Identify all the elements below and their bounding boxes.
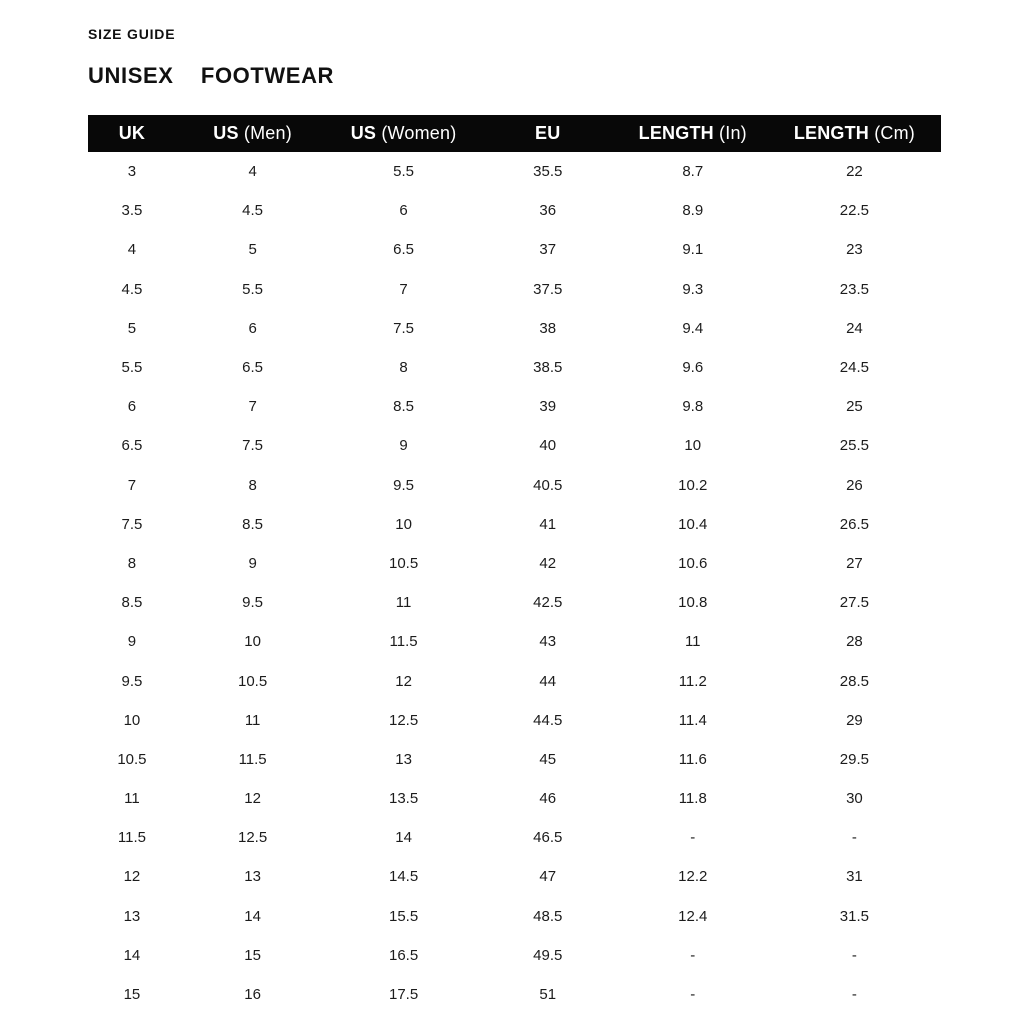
table-cell: 51: [539, 986, 557, 1004]
column-header-bold-text: UK: [118, 123, 146, 143]
table-cell: 25: [846, 398, 863, 416]
table-cell: 12: [244, 790, 261, 808]
table-cell: 3.5: [121, 202, 143, 220]
table-cell: 37.5: [533, 280, 563, 298]
table-cell: 35.5: [533, 163, 563, 181]
table-cell: 46.5: [533, 829, 563, 847]
table-cell: 30: [846, 790, 863, 808]
table-cell: 14.5: [388, 868, 419, 886]
table-cell: 25.5: [839, 437, 869, 455]
table-cell: 4: [248, 163, 257, 181]
table-cell: 41: [539, 515, 557, 533]
table-cell: 22: [846, 163, 863, 181]
table-cell: 7: [127, 476, 137, 494]
table-cell: 29: [846, 711, 863, 729]
table-cell: 9: [248, 554, 257, 572]
table-cell: 7: [248, 398, 257, 416]
table-row: [88, 387, 941, 426]
table-cell: 8: [127, 554, 137, 572]
table-cell: 26.5: [839, 515, 869, 533]
size-table-body: [88, 152, 941, 1014]
table-cell: 9.3: [682, 280, 704, 298]
table-cell: 27: [846, 554, 863, 572]
table-cell: 49.5: [533, 946, 563, 964]
table-cell: 6: [399, 202, 408, 220]
table-cell: 4.5: [121, 280, 143, 298]
column-header-bold-text: LENGTH: [793, 123, 870, 143]
table-cell: 26: [846, 476, 863, 494]
table-row: [88, 897, 941, 936]
table-cell: 9: [127, 633, 137, 651]
table-cell: 11.4: [678, 711, 707, 729]
column-header-unit-text: (Women): [376, 123, 457, 143]
table-cell: 10.8: [678, 594, 708, 612]
table-cell: 11.5: [117, 829, 146, 847]
table-row: [88, 466, 941, 505]
table-cell: 10.5: [388, 554, 419, 572]
table-cell: 31: [846, 868, 863, 886]
table-row: [88, 309, 941, 348]
table-row: [88, 152, 941, 191]
table-cell: 12: [123, 868, 141, 886]
table-cell: 14: [395, 829, 412, 847]
table-cell: 11.2: [678, 672, 707, 690]
table-cell: 11.6: [678, 750, 707, 768]
table-cell: 12: [395, 672, 412, 690]
table-cell: 6: [127, 398, 137, 416]
table-cell: 10.5: [117, 750, 147, 768]
table-cell: 11: [124, 790, 140, 808]
table-cell: 9.5: [242, 594, 264, 612]
table-row: [88, 701, 941, 740]
column-header-bold-text: US: [213, 123, 239, 143]
column-header-length-cm: [768, 115, 941, 152]
table-cell: 6.5: [393, 241, 415, 259]
table-cell: 8.5: [393, 398, 415, 416]
table-cell: 27.5: [839, 594, 869, 612]
table-cell: 12.2: [678, 868, 708, 886]
table-cell: 14: [123, 946, 141, 964]
table-cell: 17.5: [388, 986, 419, 1004]
table-row: [88, 505, 941, 544]
column-header-us-women: [329, 115, 477, 152]
table-cell: 5.5: [393, 163, 415, 181]
table-cell: 16: [244, 986, 261, 1004]
table-cell: 29.5: [839, 750, 869, 768]
table-cell: 46: [539, 790, 557, 808]
table-cell: 5.5: [121, 359, 143, 377]
table-row: [88, 583, 941, 622]
table-cell: 10.2: [678, 476, 708, 494]
size-table-header: [88, 115, 941, 152]
table-cell: 9.1: [682, 241, 704, 259]
table-cell: 28: [846, 633, 863, 651]
table-row: [88, 544, 941, 583]
table-cell: 8.9: [682, 202, 704, 220]
table-cell: 10: [123, 711, 141, 729]
table-cell: 22.5: [839, 202, 869, 220]
table-cell: 11: [684, 633, 701, 651]
table-cell: 24: [846, 319, 863, 337]
table-row: [88, 270, 941, 309]
table-cell: 4.5: [242, 202, 264, 220]
table-cell: 5: [248, 241, 257, 259]
table-row: [88, 975, 941, 1014]
table-row: [88, 779, 941, 818]
table-cell: 10.4: [678, 515, 708, 533]
page-title: UNISEX FOOTWEAR: [88, 63, 335, 88]
table-row: [88, 740, 941, 779]
table-cell: 42.5: [533, 594, 563, 612]
table-row: [88, 348, 941, 387]
table-cell: 11: [395, 594, 412, 612]
table-cell: 16.5: [388, 946, 419, 964]
table-cell: 36: [539, 202, 557, 220]
table-cell: -: [690, 829, 696, 847]
table-cell: 6: [248, 319, 257, 337]
table-cell: 23.5: [839, 280, 869, 298]
table-cell: 11: [244, 711, 261, 729]
table-cell: 15.5: [388, 907, 419, 925]
table-cell: 12.5: [388, 711, 419, 729]
table-cell: 10: [395, 515, 412, 533]
table-cell: 14: [244, 907, 261, 925]
table-cell: 5: [127, 319, 137, 337]
table-row: [88, 230, 941, 269]
table-cell: 8.7: [682, 163, 704, 181]
column-header-length-in: [618, 115, 768, 152]
table-cell: 12.5: [238, 829, 268, 847]
table-row: [88, 936, 941, 975]
table-cell: 45: [539, 750, 557, 768]
table-cell: 44: [539, 672, 557, 690]
table-cell: 47: [539, 868, 557, 886]
table-row: [88, 622, 941, 661]
table-row: [88, 857, 941, 896]
table-row: [88, 661, 941, 700]
table-cell: 10.5: [238, 672, 268, 690]
table-cell: 13: [395, 750, 412, 768]
column-header-unit-text: (In): [713, 123, 747, 143]
size-guide-label: SIZE GUIDE: [88, 26, 176, 42]
table-cell: 11.5: [389, 633, 418, 651]
column-header-unit-text: (Men): [238, 123, 292, 143]
size-conversion-table: [88, 115, 941, 1014]
table-cell: 9.6: [682, 359, 704, 377]
column-header-bold-text: EU: [535, 123, 561, 143]
table-cell: 42: [539, 554, 557, 572]
table-cell: 37: [539, 241, 557, 259]
header-row: [88, 115, 941, 152]
table-cell: 7.5: [242, 437, 264, 455]
table-cell: 8: [399, 359, 408, 377]
table-cell: 4: [127, 241, 137, 259]
table-cell: -: [690, 946, 696, 964]
column-header-bold-text: LENGTH: [638, 123, 714, 143]
table-cell: 9.8: [682, 398, 704, 416]
table-cell: 10: [244, 633, 261, 651]
table-cell: 38.5: [533, 359, 563, 377]
table-cell: 11.5: [238, 750, 267, 768]
table-cell: 28.5: [839, 672, 869, 690]
column-header-us-men: [176, 115, 330, 152]
table-cell: 7.5: [121, 515, 143, 533]
table-cell: -: [690, 986, 696, 1004]
table-cell: 6.5: [121, 437, 143, 455]
table-cell: -: [851, 946, 857, 964]
table-cell: 7: [399, 280, 408, 298]
table-row: [88, 426, 941, 465]
table-cell: 7.5: [393, 319, 415, 337]
table-cell: 39: [539, 398, 557, 416]
table-row: [88, 191, 941, 230]
table-cell: 9.5: [393, 476, 415, 494]
table-cell: 31.5: [839, 907, 869, 925]
table-cell: 40.5: [533, 476, 563, 494]
table-cell: 8.5: [242, 515, 264, 533]
table-cell: 48.5: [533, 907, 563, 925]
column-header-eu: [478, 115, 618, 152]
column-header-bold-text: US: [350, 123, 377, 143]
table-cell: 24.5: [839, 359, 869, 377]
table-cell: 44.5: [533, 711, 563, 729]
table-cell: 23: [846, 241, 863, 259]
table-row: [88, 818, 941, 857]
table-cell: 6.5: [242, 359, 264, 377]
table-cell: 9.5: [121, 672, 143, 690]
table-cell: 40: [539, 437, 557, 455]
table-cell: 12.4: [678, 907, 708, 925]
column-header-unit-text: (Cm): [869, 123, 915, 143]
table-cell: 8: [248, 476, 257, 494]
table-cell: 10: [684, 437, 702, 455]
table-cell: 10.6: [678, 554, 708, 572]
table-cell: -: [851, 829, 857, 847]
table-cell: 13: [123, 907, 141, 925]
table-cell: 9: [399, 437, 408, 455]
table-cell: 5.5: [242, 280, 264, 298]
table-cell: 15: [123, 986, 141, 1004]
table-cell: 15: [244, 946, 261, 964]
table-cell: -: [851, 986, 857, 1004]
table-cell: 43: [539, 633, 557, 651]
table-cell: 8.5: [121, 594, 143, 612]
table-cell: 38: [539, 319, 557, 337]
table-cell: 13: [244, 868, 261, 886]
table-cell: 9.4: [682, 319, 704, 337]
column-header-uk: [88, 115, 176, 152]
table-cell: 13.5: [388, 790, 419, 808]
table-cell: 11.8: [678, 790, 707, 808]
table-cell: 3: [127, 163, 137, 181]
